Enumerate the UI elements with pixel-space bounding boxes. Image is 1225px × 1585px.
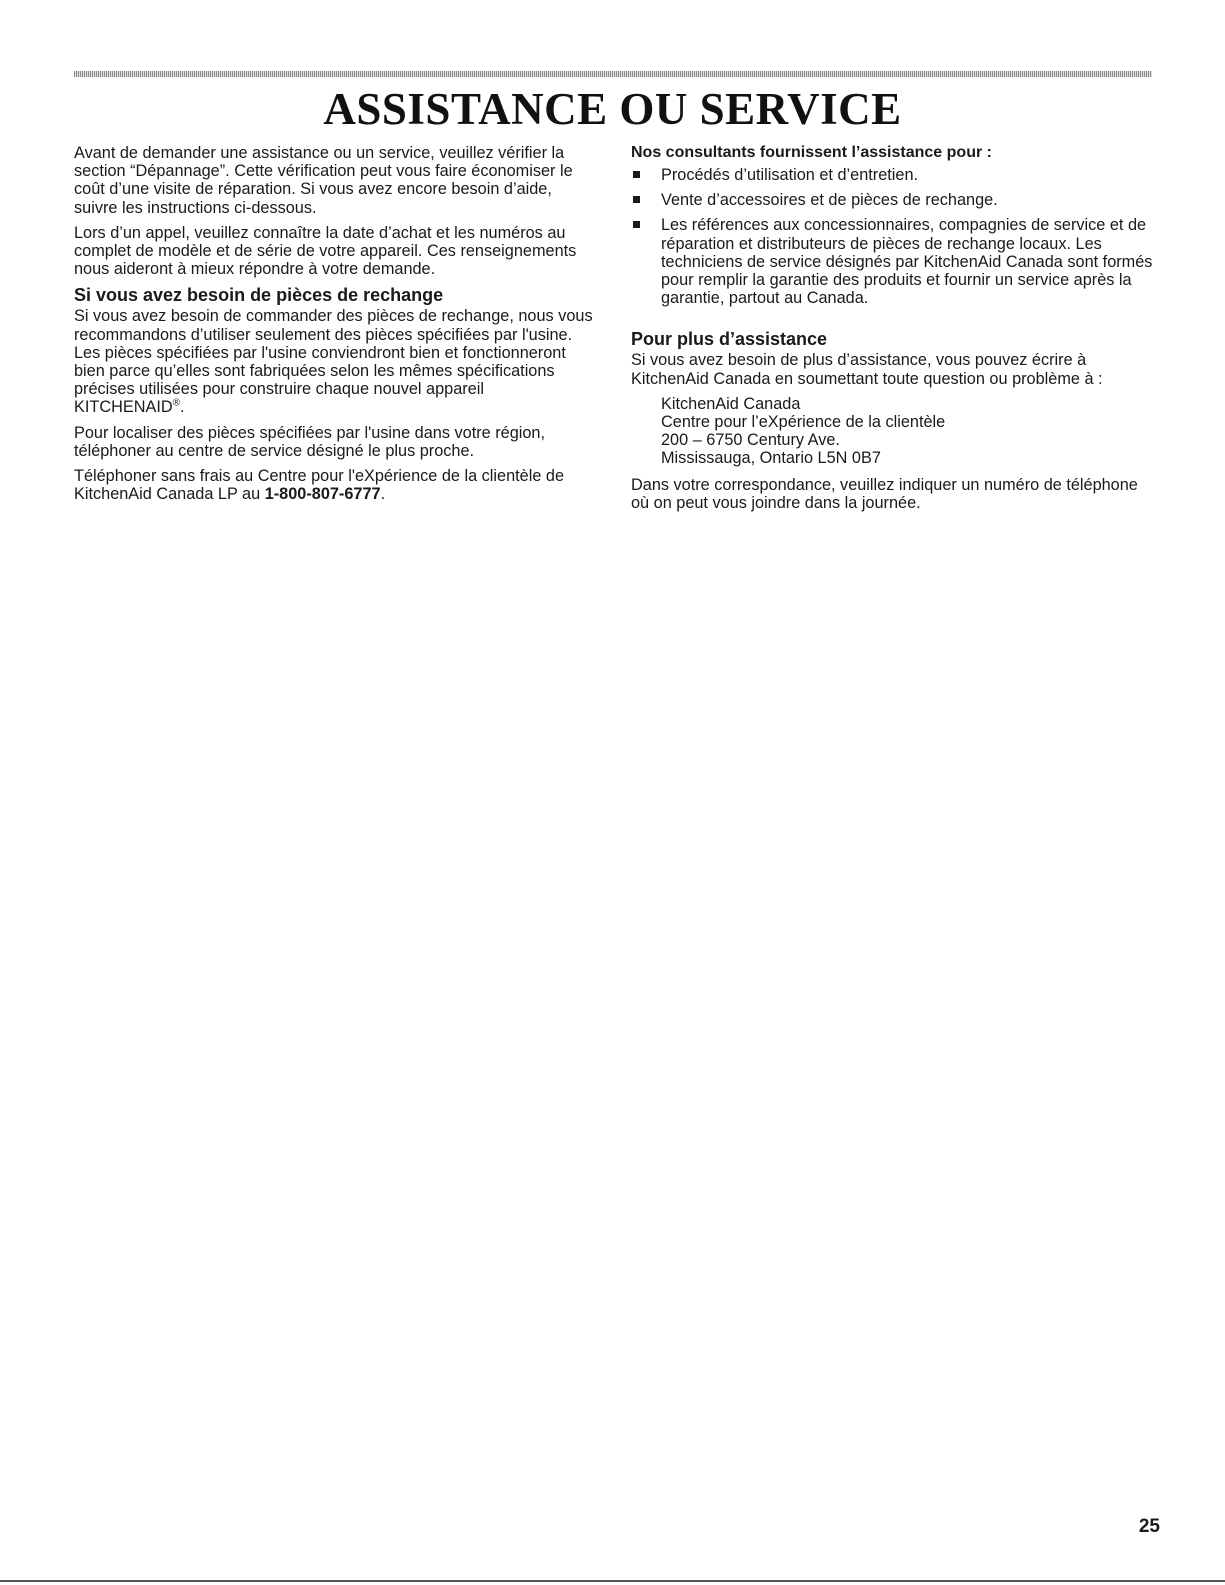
list-item <box>631 216 1156 307</box>
toll-free-paragraph <box>74 467 594 503</box>
address-line: Mississauga, Ontario L5N 0B7 <box>661 449 881 468</box>
mailing-address <box>661 395 1156 468</box>
locate-paragraph: Pour localiser des pièces spécifiées par l'usine dans votre région, téléphoner au centre de service désigné le plus proche. <box>74 423 545 460</box>
list-item <box>631 166 1156 184</box>
square-bullet-icon <box>633 171 640 178</box>
intro-paragraph: Avant de demander une assistance ou un service, veuillez vérifier la section “Dépannage”. Cette vérification peut vous faire économiser le coût d’une visite de réparation. Si vous avez encore besoin d’aide, suivre les instructions ci-dessous. <box>74 144 573 217</box>
registered-mark: ® <box>172 398 180 410</box>
more-assistance-paragraph: Si vous avez besoin de plus d’assistance, vous pouvez écrire à KitchenAid Canada en soumettant toute question ou problème à : <box>631 351 1103 388</box>
list-item-text: Les références aux concessionnaires, compagnies de service et de réparation et distributeurs de pièces de rechange locaux. Les techniciens de service désignés par KitchenAid Canada sont formés pour remplir la garantie des produits et fournir un service après la garantie, partout au Canada. <box>661 216 1153 308</box>
services-list <box>631 166 1156 307</box>
square-bullet-icon <box>633 221 640 228</box>
phone-number: 1-800-807-6777 <box>264 485 381 504</box>
parts-period: . <box>179 398 185 417</box>
list-item-text: Vente d’accessoires et de pièces de rechange. <box>661 191 998 210</box>
closing-paragraph: Dans votre correspondance, veuillez indiquer un numéro de téléphone où on peut vous joindre dans la journée. <box>631 475 1138 512</box>
page-title: ASSISTANCE OU SERVICE <box>323 84 902 134</box>
consultants-heading: Nos consultants fournissent l’assistance pour : <box>631 144 992 161</box>
phone-suffix: . <box>380 485 386 504</box>
address-line: KitchenAid Canada <box>661 394 801 413</box>
bottom-rule <box>0 1580 1225 1582</box>
list-item-text: Procédés d’utilisation et d’entretien. <box>661 166 919 184</box>
toll-free-text: Téléphoner sans frais au Centre pour l'eXpérience de la clientèle de KitchenAid Canada LP au <box>74 467 565 504</box>
address-line: Centre pour l’eXpérience de la clientèle <box>661 413 946 432</box>
square-bullet-icon <box>633 196 640 203</box>
parts-paragraph <box>74 307 594 416</box>
top-rule <box>74 71 1152 77</box>
parts-heading: Si vous avez besoin de pièces de rechange <box>74 285 444 306</box>
left-column <box>74 144 594 510</box>
parts-text: Si vous avez besoin de commander des pièces de rechange, nous vous recommandons d’utiliser seulement des pièces spécifiées par l'usine. Les pièces spécifiées par l'usine conviendront bien et fonctionneront bien parce qu’elles sont fabriquées selon les mêmes spécifications précises utilisées pour construire chaque nouvel appareil KITCHENAID <box>74 307 593 417</box>
right-column <box>631 144 1156 519</box>
list-item <box>631 191 1156 209</box>
address-line: 200 – 6750 Century Ave. <box>661 431 840 450</box>
call-info-paragraph: Lors d’un appel, veuillez connaître la date d’achat et les numéros au complet de modèle et de série de votre appareil. Ces renseignements nous aideront à mieux répondre à votre demande. <box>74 223 577 279</box>
page-number: 25 <box>1138 1516 1160 1537</box>
more-assistance-heading: Pour plus d’assistance <box>631 329 828 350</box>
